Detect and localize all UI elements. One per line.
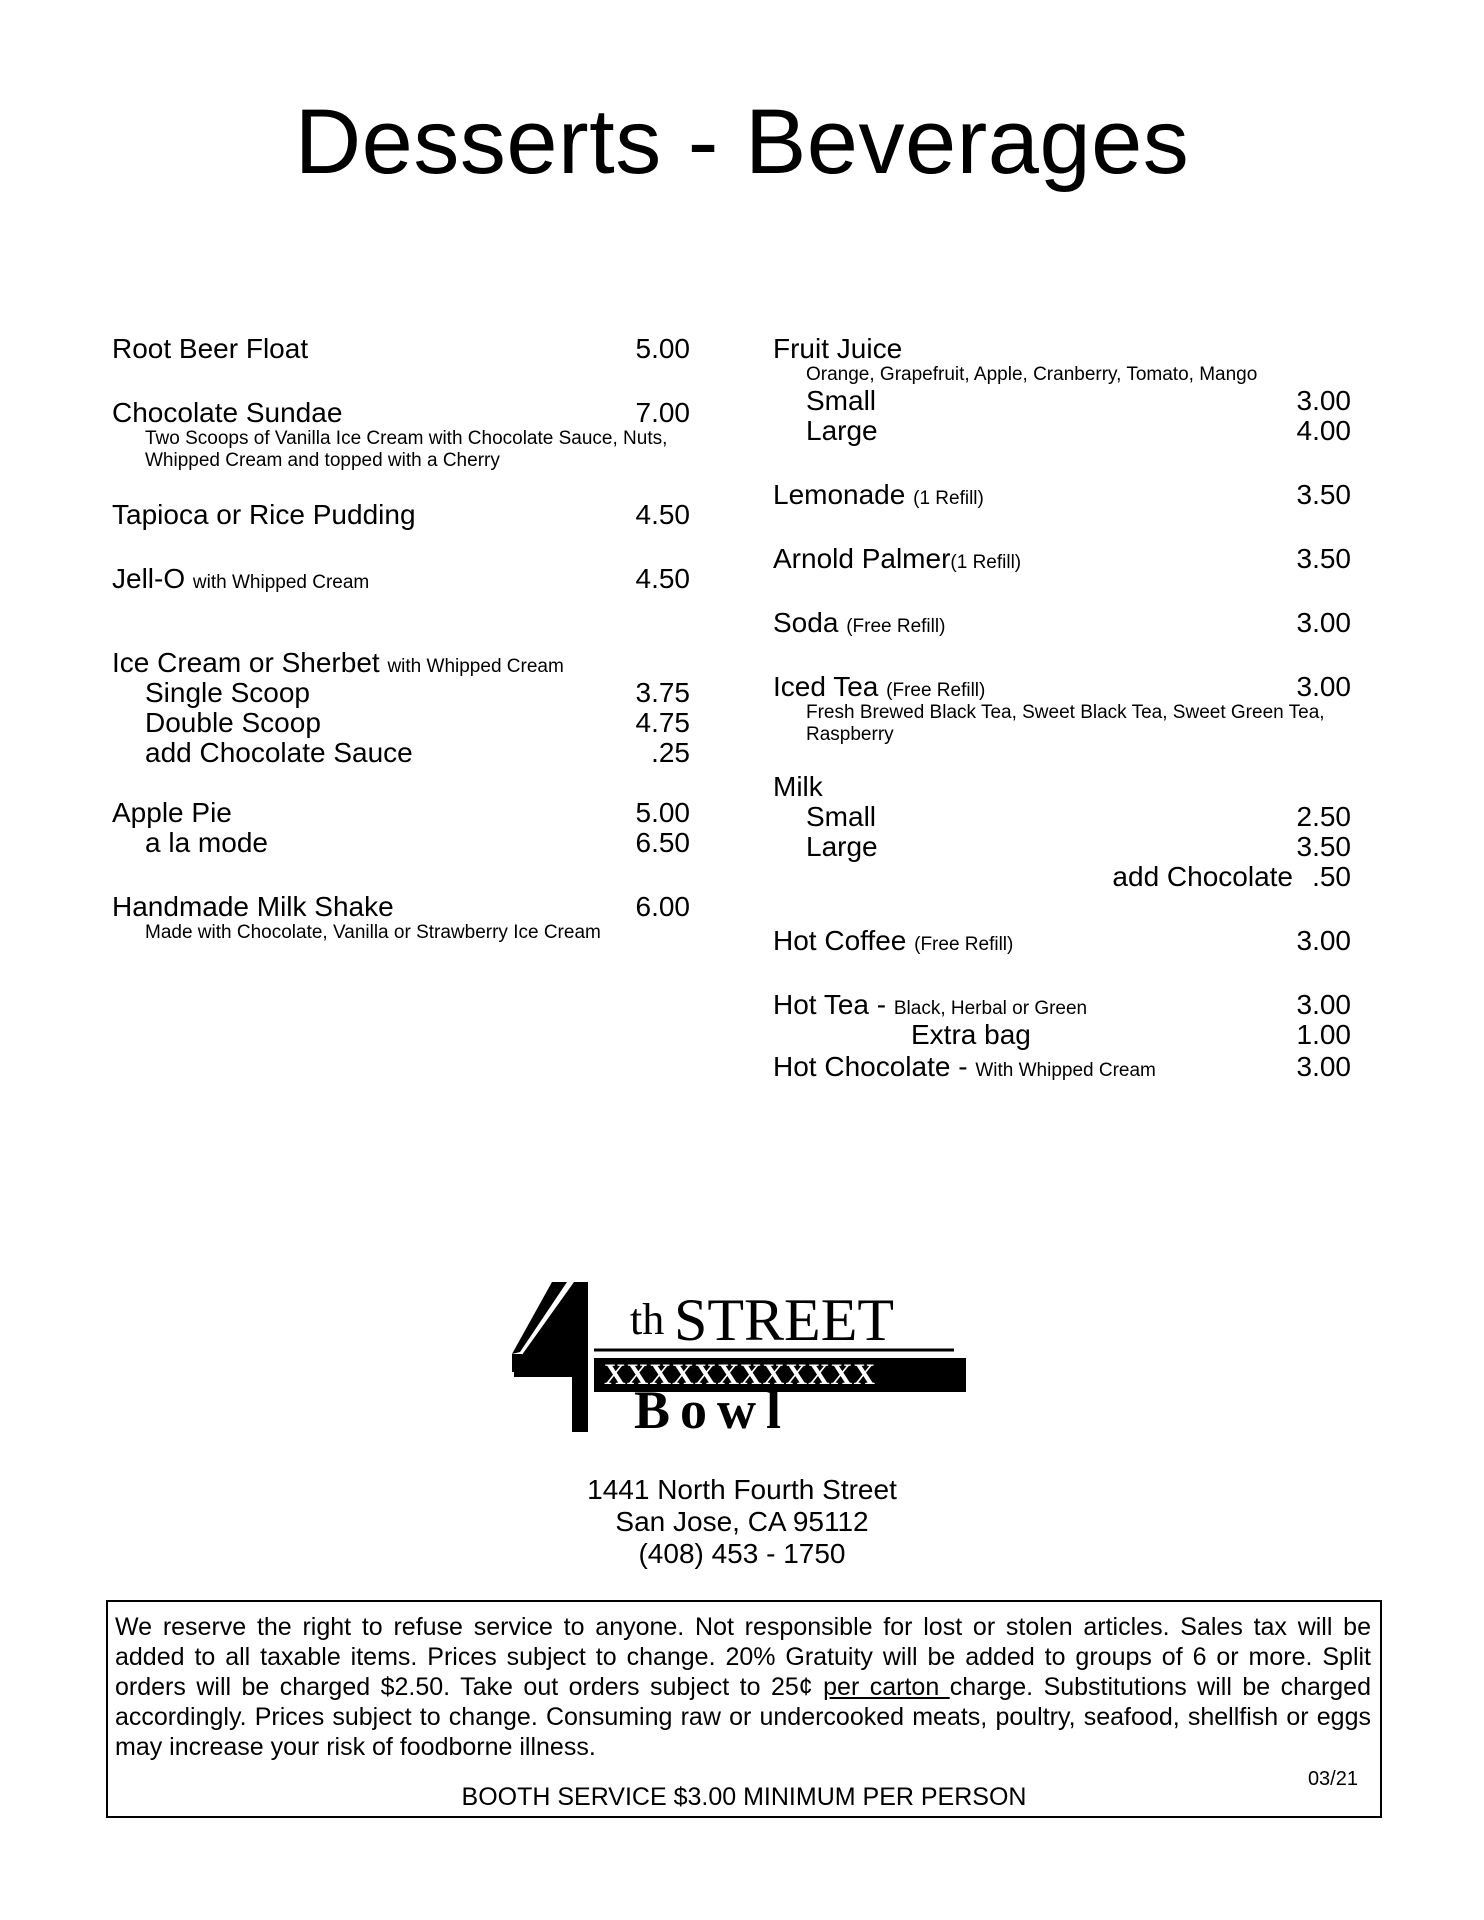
item-description: Orange, Grapefruit, Apple, Cranberry, Tomato, Mango: [806, 364, 1258, 385]
item-option: [773, 832, 1351, 862]
menu-item-chocolate-sundae: [112, 398, 690, 472]
item-name: Hot Chocolate -: [773, 1051, 968, 1082]
item-option: [112, 708, 690, 738]
beverages-column: [773, 330, 1351, 1082]
item-note: With Whipped Cream: [975, 1060, 1156, 1081]
menu-item-milk: [773, 772, 1351, 892]
item-description: Made with Chocolate, Vanilla or Strawberry Ice Cream: [145, 922, 601, 943]
option-label: add Chocolate Sauce: [145, 737, 413, 768]
option-label: a la mode: [145, 827, 268, 858]
item-price: 3.00: [1296, 989, 1351, 1020]
menu-item-lemonade: [773, 480, 1351, 510]
item-option: [773, 416, 1351, 446]
option-price: .25: [651, 737, 690, 768]
item-price: 4.50: [635, 563, 690, 594]
item-name: Fruit Juice: [773, 333, 903, 364]
addon-price: .50: [1312, 861, 1351, 892]
logo-bowl: Bowl: [634, 1380, 792, 1432]
item-option: [112, 828, 690, 858]
menu-item-apple-pie: [112, 798, 690, 858]
option-price: 1.00: [1296, 1019, 1351, 1050]
logo-xx-pattern: XXXXXXXXXXXX: [604, 1358, 876, 1391]
option-price: 4.00: [1296, 415, 1351, 446]
option-label: Single Scoop: [145, 677, 311, 708]
item-name: Milk: [773, 771, 823, 802]
item-name: Lemonade: [773, 479, 906, 510]
logo-digit: 4: [512, 1282, 513, 1283]
item-option: [773, 386, 1351, 416]
phone-number: (408) 453 - 1750: [638, 1538, 846, 1569]
item-description: Fresh Brewed Black Tea, Sweet Black Tea, Sweet Green Tea,: [806, 702, 1325, 723]
item-description: Whipped Cream and topped with a Cherry: [145, 450, 500, 471]
addon-label: add Chocolate: [1112, 861, 1293, 892]
desserts-column: [112, 330, 690, 944]
menu-item-ice-cream: [112, 648, 690, 768]
item-price: 3.00: [1296, 1051, 1351, 1082]
menu-item-hot-coffee: [773, 926, 1351, 956]
item-name: Tapioca or Rice Pudding: [112, 499, 416, 530]
item-price: 6.00: [635, 891, 690, 922]
disclaimer-text: [115, 1612, 1371, 1762]
disclaimer-underlined-text: per carton: [823, 1673, 950, 1701]
city-state-zip: San Jose, CA 95112: [615, 1506, 869, 1537]
menu-item-milk-shake: [112, 892, 690, 944]
menu-item-hot-chocolate: [773, 1052, 1351, 1082]
item-name: Chocolate Sundae: [112, 397, 343, 428]
option-price: 2.50: [1296, 801, 1351, 832]
item-addon: [773, 862, 1351, 892]
item-name: Iced Tea: [773, 671, 879, 702]
option-label: Extra bag: [911, 1019, 1031, 1050]
item-name: Handmade Milk Shake: [112, 891, 394, 922]
item-option: [112, 678, 690, 708]
item-price: 7.00: [635, 397, 690, 428]
item-description: Two Scoops of Vanilla Ice Cream with Chocolate Sauce, Nuts,: [145, 428, 668, 449]
option-price: 3.50: [1296, 831, 1351, 862]
item-price: 3.50: [1296, 479, 1351, 510]
item-price: 5.00: [635, 333, 690, 364]
item-price: 3.00: [1296, 925, 1351, 956]
item-price: 3.50: [1296, 543, 1351, 574]
option-label: Small: [806, 385, 877, 416]
item-name: Ice Cream or Sherbet: [112, 647, 380, 678]
menu-item-arnold-palmer: [773, 544, 1351, 574]
logo-superscript: th: [630, 1295, 665, 1344]
item-price: 5.00: [635, 797, 690, 828]
menu-item-jello: [112, 564, 690, 594]
menu-item-fruit-juice: [773, 334, 1351, 446]
option-price: 4.75: [635, 707, 690, 738]
item-option: [773, 802, 1351, 832]
item-description: Raspberry: [806, 724, 894, 745]
item-name: Root Beer Float: [112, 333, 309, 364]
item-note: (Free Refill): [914, 934, 1014, 955]
item-note: (Free Refill): [846, 616, 946, 637]
item-price: 3.00: [1296, 607, 1351, 638]
menu-item-iced-tea: [773, 672, 1351, 746]
item-note: Black, Herbal or Green: [893, 998, 1088, 1019]
street-address: 1441 North Fourth Street: [587, 1474, 897, 1505]
item-option: [773, 1020, 1351, 1050]
item-note: (1 Refill): [950, 552, 1022, 573]
disclaimer-text-part2: charge. Substitutions will be charged accordingly. Prices subject to change. Consuming raw or undercooked meats, poultry, seafood, shellfish or eggs may increase your risk of foodborne illness.: [115, 1673, 1371, 1761]
menu-item-soda: [773, 608, 1351, 638]
item-name: Hot Coffee: [773, 925, 907, 956]
menu-item-hot-tea: [773, 990, 1351, 1050]
disclaimer-text-part1: We reserve the right to refuse service to anyone. Not responsible for lost or stolen articles. Sales tax will be added to all taxable items. Prices subject to change. 20% Gratuity will be added to groups of 6 or more. Split orders will be charged $2.50. Take out orders subject to 25¢: [115, 1613, 1371, 1701]
4th-street-bowl-logo: [512, 1282, 972, 1432]
option-price: 6.50: [635, 827, 690, 858]
menu-item-root-beer-float: [112, 334, 690, 364]
disclaimer-box: [106, 1600, 1382, 1818]
item-option: [112, 738, 690, 768]
option-price: 3.00: [1296, 385, 1351, 416]
item-name: Jell-O: [112, 563, 186, 594]
item-note: with Whipped Cream: [387, 656, 564, 677]
page-title: Desserts - Beverages: [294, 91, 1190, 193]
address-block: [0, 1474, 1484, 1570]
item-note: (1 Refill): [913, 488, 984, 509]
item-name: Arnold Palmer: [773, 543, 951, 574]
option-label: Double Scoop: [145, 707, 321, 738]
menu-item-pudding: [112, 500, 690, 530]
option-label: Large: [806, 831, 878, 862]
item-note: (Free Refill): [886, 680, 986, 701]
option-price: 3.75: [635, 677, 690, 708]
item-name: Apple Pie: [112, 797, 232, 828]
option-label: Large: [806, 415, 878, 446]
logo-street: STREET: [674, 1287, 894, 1353]
item-price: 3.00: [1296, 671, 1351, 702]
option-label: Small: [806, 801, 877, 832]
booth-service-notice: BOOTH SERVICE $3.00 MINIMUM PER PERSON: [461, 1783, 1027, 1811]
item-note: with Whipped Cream: [192, 572, 370, 593]
item-name: Soda: [773, 607, 839, 638]
item-name: Hot Tea -: [773, 989, 887, 1020]
revision-date: 03/21: [1307, 1768, 1358, 1790]
item-price: 4.50: [635, 499, 690, 530]
logo-numeral-shape: [512, 1282, 588, 1432]
